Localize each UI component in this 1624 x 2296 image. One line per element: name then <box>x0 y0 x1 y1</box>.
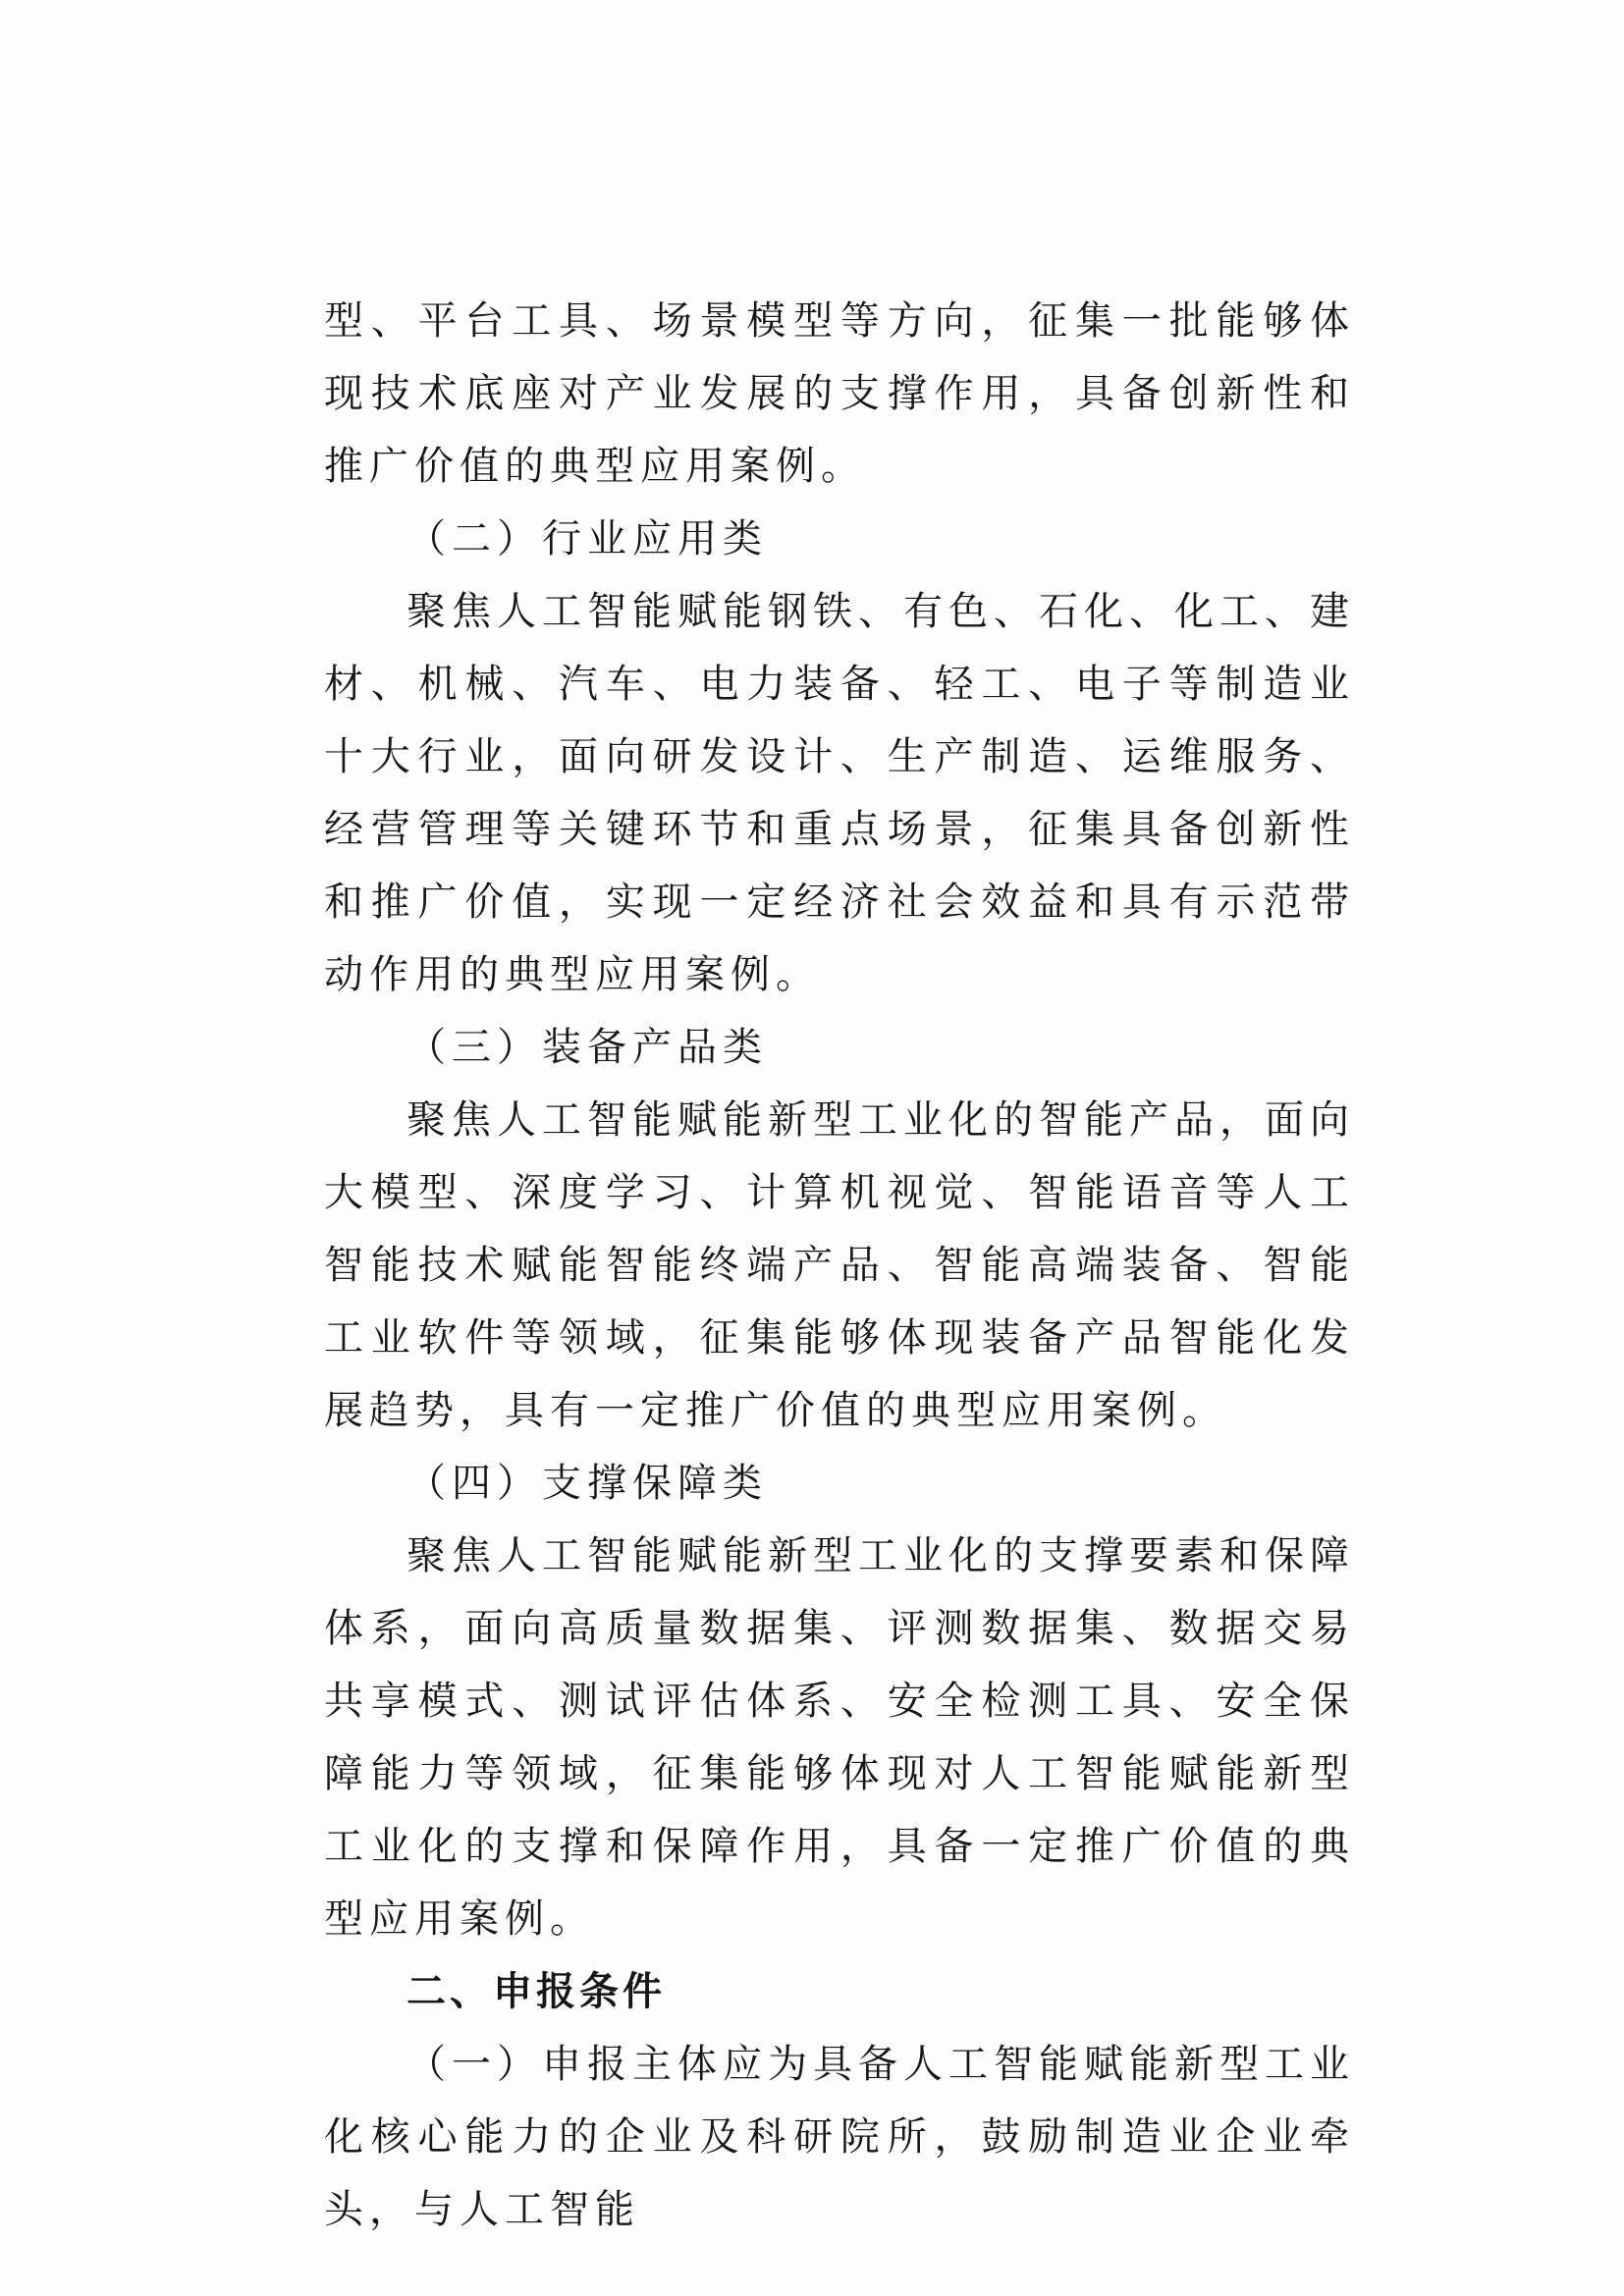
document-body <box>324 285 1355 2246</box>
section-heading-application-conditions: 二、申报条件 <box>406 1969 666 2014</box>
paragraph-equipment-products: 聚焦人工智能赋能新型工业化的智能产品，面向大模型、深度学习、计算机视觉、智能语音等人工智能技术赋能智能终端产品、智能高端装备、智能工业软件等领域，征集能够体现装备产品智能化发展趋势，具有一定推广价值的典型应用案例。 <box>324 1097 1355 1433</box>
subheading-industry-application: （二）行业应用类 <box>406 516 768 561</box>
paragraph-support-guarantee: 聚焦人工智能赋能新型工业化的支撑要素和保障体系，面向高质量数据集、评测数据集、数据交易共享模式、测试评估体系、安全检测工具、安全保障能力等领域，征集能够体现对人工智能赋能新型工业化的支撑和保障作用，具备一定推广价值的典型应用案例。 <box>324 1533 1355 1942</box>
paragraph-continuation: 型、平台工具、场景模型等方向，征集一批能够体现技术底座对产业发展的支撑作用，具备创新性和推广价值的典型应用案例。 <box>324 298 1355 489</box>
subheading-support-guarantee: （四）支撑保障类 <box>406 1461 768 1506</box>
paragraph-application-conditions: （一）申报主体应为具备人工智能赋能新型工业化核心能力的企业及科研院所，鼓励制造业企业牵头，与人工智能 <box>324 2042 1355 2232</box>
paragraph-industry-application: 聚焦人工智能赋能钢铁、有色、石化、化工、建材、机械、汽车、电力装备、轻工、电子等制造业十大行业，面向研发设计、生产制造、运维服务、经营管理等关键环节和重点场景，征集具备创新性和推广价值，实现一定经济社会效益和具有示范带动作用的典型应用案例。 <box>324 589 1355 997</box>
subheading-equipment-products: （三）装备产品类 <box>406 1025 768 1070</box>
